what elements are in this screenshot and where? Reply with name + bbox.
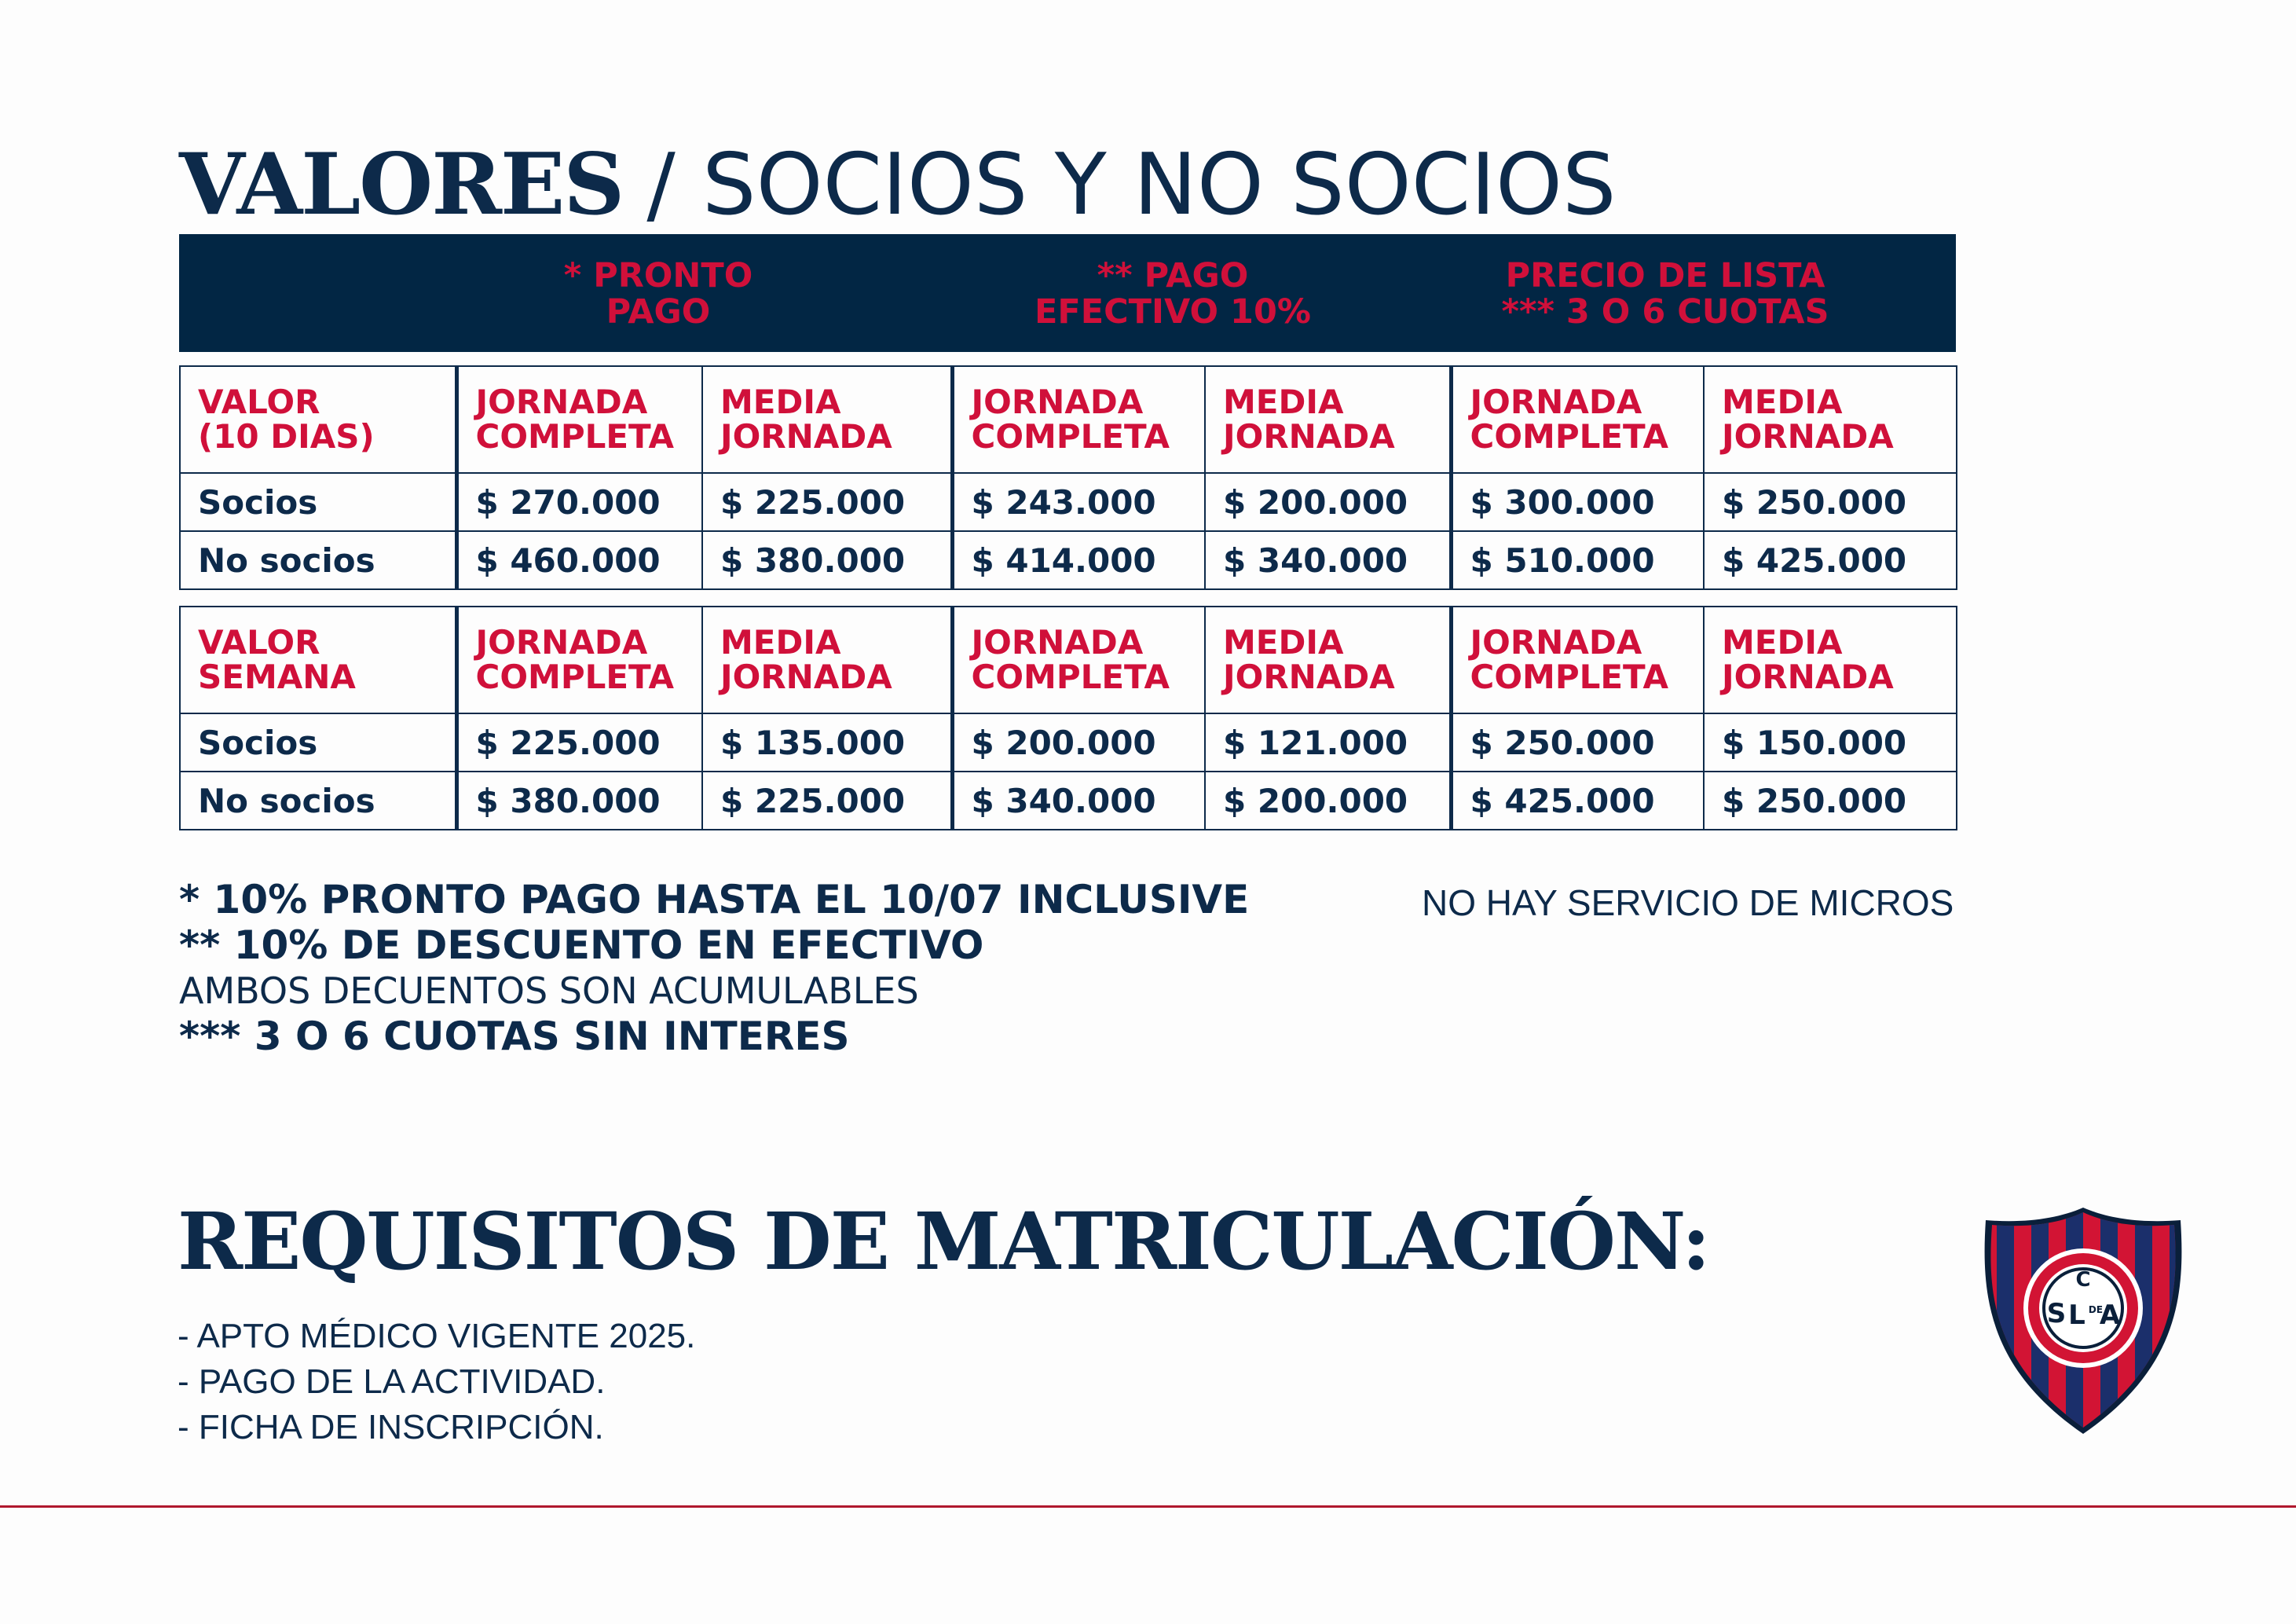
price-cell: $ 200.000 <box>1205 772 1451 830</box>
price-cell: $ 425.000 <box>1704 531 1957 589</box>
col-header-media-jornada: MEDIA JORNADA <box>1704 366 1957 473</box>
row-label: Socios <box>180 473 456 531</box>
col-header-media-jornada: MEDIA JORNADA <box>1205 366 1451 473</box>
price-cell: $ 225.000 <box>702 772 952 830</box>
title-light: / SOCIOS Y NO SOCIOS <box>646 136 1617 234</box>
svg-text:C: C <box>2075 1268 2091 1292</box>
price-cell: $ 200.000 <box>952 713 1205 772</box>
table-row <box>180 531 1957 589</box>
col-header-media-jornada: MEDIA JORNADA <box>1205 607 1451 713</box>
requirement-item: - PAGO DE LA ACTIVIDAD. <box>178 1362 606 1401</box>
requirement-item: - FICHA DE INSCRIPCIÓN. <box>178 1408 604 1446</box>
price-cell: $ 340.000 <box>952 772 1205 830</box>
row-label: No socios <box>180 772 456 830</box>
svg-text:S: S <box>2046 1298 2067 1329</box>
table-row <box>180 772 1957 830</box>
table-row <box>180 713 1957 772</box>
table-valor-semana <box>179 606 1957 830</box>
table-valor-10-dias <box>179 365 1957 590</box>
table-header-row <box>180 366 1957 473</box>
price-cell: $ 414.000 <box>952 531 1205 589</box>
svg-text:DE: DE <box>2088 1304 2104 1315</box>
table-label: VALOR (10 DIAS) <box>180 366 456 473</box>
club-crest-logo <box>1981 1206 2185 1434</box>
price-cell: $ 135.000 <box>702 713 952 772</box>
svg-text:A: A <box>2099 1300 2121 1331</box>
requirements-title: REQUISITOS DE MATRICULACIÓN: <box>178 1195 1709 1288</box>
price-cell: $ 510.000 <box>1451 531 1704 589</box>
col-header-jornada-completa: JORNADA COMPLETA <box>952 607 1205 713</box>
col-header-jornada-completa: JORNADA COMPLETA <box>1451 366 1704 473</box>
price-cell: $ 425.000 <box>1451 772 1704 830</box>
discount-notes <box>179 877 1249 1059</box>
svg-text:L: L <box>2068 1300 2085 1331</box>
requirement-item: - APTO MÉDICO VIGENTE 2025. <box>178 1317 696 1355</box>
price-cell: $ 243.000 <box>952 473 1205 531</box>
col-header-media-jornada: MEDIA JORNADA <box>1704 607 1957 713</box>
price-cell: $ 380.000 <box>702 531 952 589</box>
col-header-jornada-completa: JORNADA COMPLETA <box>456 366 702 473</box>
price-cell: $ 250.000 <box>1704 772 1957 830</box>
price-cell: $ 121.000 <box>1205 713 1451 772</box>
header-pronto-pago: * PRONTO PAGO <box>563 256 753 332</box>
price-cell: $ 270.000 <box>456 473 702 531</box>
col-header-media-jornada: MEDIA JORNADA <box>702 366 952 473</box>
price-cell: $ 340.000 <box>1205 531 1451 589</box>
price-cell: $ 225.000 <box>456 713 702 772</box>
row-label: Socios <box>180 713 456 772</box>
header-pago-efectivo: ** PAGO EFECTIVO 10% <box>1034 256 1311 332</box>
table-row <box>180 473 1957 531</box>
row-label: No socios <box>180 531 456 589</box>
price-header-band <box>179 234 1956 352</box>
price-cell: $ 150.000 <box>1704 713 1957 772</box>
price-cell: $ 225.000 <box>702 473 952 531</box>
note-cuotas: *** 3 O 6 CUOTAS SIN INTERES <box>179 1014 850 1059</box>
col-header-jornada-completa: JORNADA COMPLETA <box>1451 607 1704 713</box>
bottom-divider <box>0 1505 2296 1508</box>
table-label: VALOR SEMANA <box>180 607 456 713</box>
col-header-jornada-completa: JORNADA COMPLETA <box>952 366 1205 473</box>
page-title <box>179 134 1617 236</box>
col-header-media-jornada: MEDIA JORNADA <box>702 607 952 713</box>
note-efectivo: ** 10% DE DESCUENTO EN EFECTIVO <box>179 922 984 968</box>
note-pronto-pago: * 10% PRONTO PAGO HASTA EL 10/07 INCLUSIVE <box>179 877 1250 922</box>
note-micros: NO HAY SERVICIO DE MICROS <box>1422 882 1954 923</box>
price-cell: $ 200.000 <box>1205 473 1451 531</box>
price-cell: $ 380.000 <box>456 772 702 830</box>
price-cell: $ 460.000 <box>456 531 702 589</box>
price-cell: $ 250.000 <box>1704 473 1957 531</box>
col-header-jornada-completa: JORNADA COMPLETA <box>456 607 702 713</box>
price-cell: $ 300.000 <box>1451 473 1704 531</box>
table-header-row <box>180 607 1957 713</box>
requirements-list <box>178 1314 695 1450</box>
note-acumulables: AMBOS DECUENTOS SON ACUMULABLES <box>179 970 919 1012</box>
price-cell: $ 250.000 <box>1451 713 1704 772</box>
title-strong: VALORES <box>179 135 624 234</box>
header-precio-lista: PRECIO DE LISTA *** 3 O 6 CUOTAS <box>1501 256 1829 332</box>
